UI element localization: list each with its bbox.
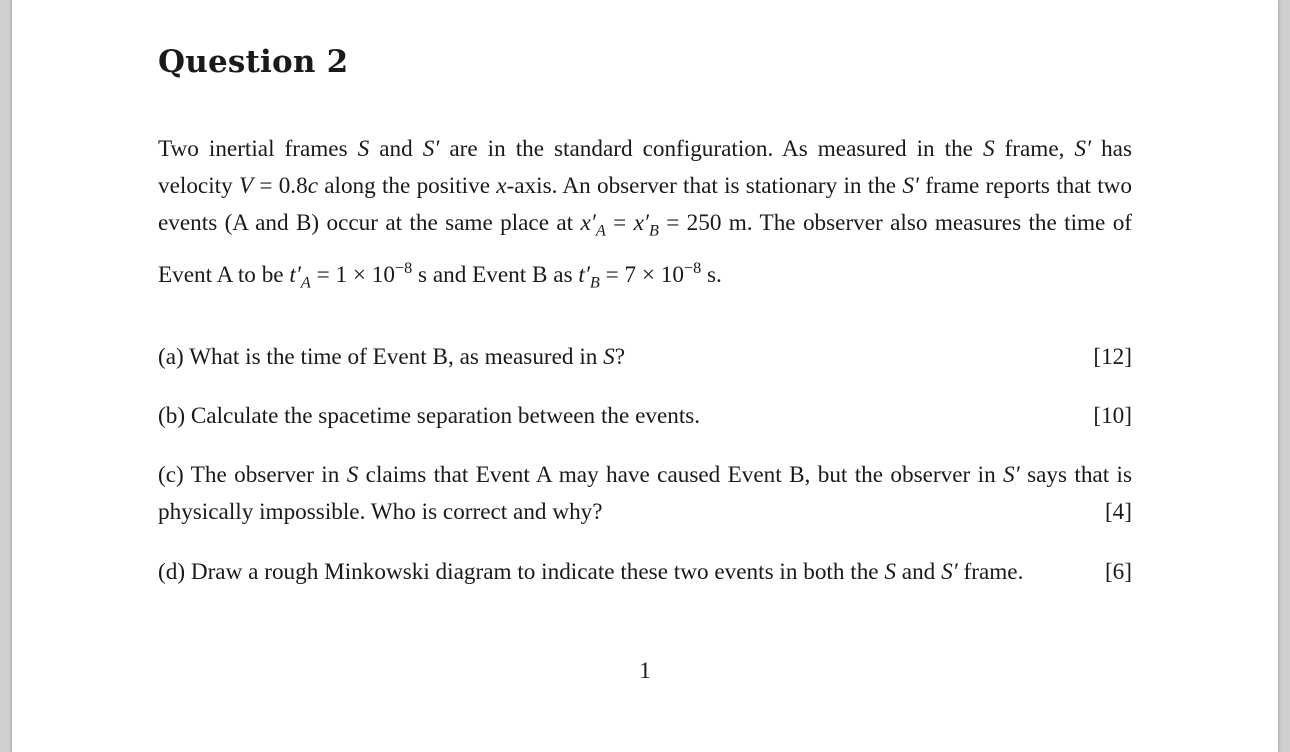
part-c-marks: [4] <box>1104 499 1132 526</box>
part-a-marks: [12] <box>1093 344 1132 370</box>
intro-text: = 0.8 <box>253 173 308 200</box>
page-number: 1 <box>639 658 651 684</box>
math-symbol: c <box>307 173 318 200</box>
math-symbol: S <box>346 462 359 488</box>
part-b <box>158 398 1132 435</box>
intro-text: = 250 m. The observer also measures the time of Event A to be <box>158 210 1133 289</box>
math-subscript: A <box>595 222 606 241</box>
intro-text: frame reports that two events (A and B) occur at the same place at <box>158 173 1132 237</box>
intro-text: and <box>369 136 423 162</box>
part-d-text-3: frame. <box>957 559 1024 585</box>
intro-text: Two inertial frames <box>158 136 358 162</box>
math-symbol: V <box>238 173 254 200</box>
math-symbol: S <box>982 136 995 162</box>
part-a-text <box>158 339 1132 376</box>
math-symbol: S′ <box>1074 136 1092 162</box>
intro-text: s and Event B as <box>412 262 579 289</box>
math-superscript: −8 <box>683 259 702 278</box>
intro-text: -axis. An observer that is stationary in the <box>506 173 903 200</box>
intro-text: = 1 × 10 <box>310 262 395 289</box>
math-symbol: x′ <box>633 210 649 237</box>
math-symbol: x <box>496 173 507 200</box>
math-symbol: t′ <box>289 262 301 289</box>
document-page <box>12 0 1278 752</box>
intro-text: are in the standard configuration. As measured in the <box>439 136 983 162</box>
intro-text: = <box>605 210 634 237</box>
math-subscript: B <box>648 222 659 241</box>
part-c-text-2: claims that Event A may have caused Event B, but the observer in <box>358 462 1004 488</box>
part-b-text: (b) Calculate the spacetime separation between the events. <box>158 403 701 429</box>
part-d-text <box>158 554 1132 591</box>
math-symbol: S′ <box>1003 462 1020 488</box>
math-superscript: −8 <box>394 259 413 278</box>
part-a-text-2: ? <box>614 344 626 370</box>
part-a-text-1: (a) What is the time of Event B, as measured in <box>158 344 604 370</box>
part-d-marks: [6] <box>1104 559 1132 585</box>
math-subscript: A <box>300 273 311 292</box>
part-a <box>158 339 1132 376</box>
math-symbol: S <box>357 136 370 162</box>
part-c-text-1: (c) The observer in <box>158 462 347 488</box>
intro-text: has velocity <box>158 136 1132 200</box>
intro-text: frame, <box>994 136 1075 162</box>
math-symbol: S <box>603 344 615 370</box>
part-d-text-2: and <box>895 559 942 585</box>
part-d <box>158 554 1132 591</box>
math-symbol: S′ <box>422 136 440 162</box>
math-symbol: t′ <box>578 262 590 289</box>
math-symbol: x′ <box>580 210 596 237</box>
math-symbol: S′ <box>941 559 958 585</box>
intro-text: = 7 × 10 <box>599 262 684 289</box>
part-c-text-3: says that is physically impossible. Who is correct and why? <box>158 462 1132 526</box>
intro-text: s. <box>701 262 722 289</box>
part-c <box>158 457 1132 531</box>
intro-text: along the positive <box>317 173 497 200</box>
question-intro-paragraph <box>158 131 1132 302</box>
part-c-text <box>158 457 1132 531</box>
part-d-text-1: (d) Draw a rough Minkowski diagram to indicate these two events in both the <box>158 559 885 585</box>
math-symbol: S <box>884 559 896 585</box>
question-title: Question 2 <box>158 44 349 80</box>
part-b-marks: [10] <box>1093 403 1132 429</box>
math-subscript: B <box>589 273 600 292</box>
math-symbol: S′ <box>902 173 919 200</box>
